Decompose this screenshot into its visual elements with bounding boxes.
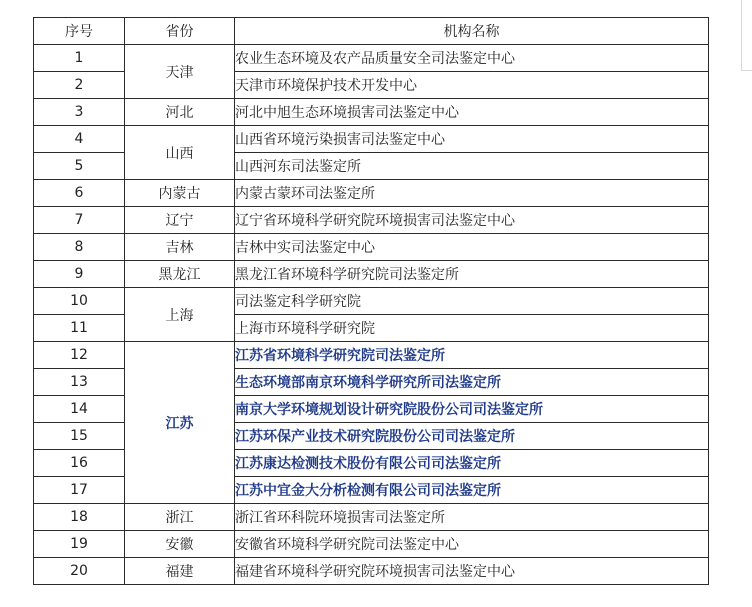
row-number-cell[interactable]: 10 xyxy=(34,288,125,315)
table-row xyxy=(34,234,709,261)
table-row xyxy=(34,558,709,585)
institution-name-cell[interactable]: 江苏中宜金大分析检测有限公司司法鉴定所 xyxy=(235,477,709,504)
header-no[interactable]: 序号 xyxy=(34,18,125,45)
province-cell[interactable]: 黑龙江 xyxy=(125,261,235,288)
institution-name-cell[interactable]: 生态环境部南京环境科学研究所司法鉴定所 xyxy=(235,369,709,396)
row-number-cell[interactable]: 13 xyxy=(34,369,125,396)
table-row xyxy=(34,207,709,234)
table-row xyxy=(34,261,709,288)
province-cell[interactable]: 内蒙古 xyxy=(125,180,235,207)
province-cell[interactable]: 天津 xyxy=(125,45,235,99)
institution-name-cell[interactable]: 吉林中实司法鉴定中心 xyxy=(235,234,709,261)
institution-table xyxy=(33,17,709,585)
table-row xyxy=(34,342,709,369)
institution-name-cell[interactable]: 安徽省环境科学研究院司法鉴定中心 xyxy=(235,531,709,558)
row-number-cell[interactable]: 12 xyxy=(34,342,125,369)
table-body xyxy=(34,45,709,585)
row-number-cell[interactable]: 20 xyxy=(34,558,125,585)
institution-name-cell[interactable]: 山西河东司法鉴定所 xyxy=(235,153,709,180)
row-number-cell[interactable]: 3 xyxy=(34,99,125,126)
row-number-cell[interactable]: 8 xyxy=(34,234,125,261)
header-name[interactable]: 机构名称 xyxy=(235,18,709,45)
row-number-cell[interactable]: 16 xyxy=(34,450,125,477)
table-row xyxy=(34,180,709,207)
row-number-cell[interactable]: 15 xyxy=(34,423,125,450)
province-cell[interactable]: 辽宁 xyxy=(125,207,235,234)
institution-name-cell[interactable]: 福建省环境科学研究院环境损害司法鉴定中心 xyxy=(235,558,709,585)
row-number-cell[interactable]: 2 xyxy=(34,72,125,99)
header-province[interactable]: 省份 xyxy=(125,18,235,45)
row-number-cell[interactable]: 19 xyxy=(34,531,125,558)
province-cell[interactable]: 山西 xyxy=(125,126,235,180)
province-cell[interactable]: 上海 xyxy=(125,288,235,342)
institution-name-cell[interactable]: 江苏省环境科学研究院司法鉴定所 xyxy=(235,342,709,369)
row-number-cell[interactable]: 11 xyxy=(34,315,125,342)
row-number-cell[interactable]: 1 xyxy=(34,45,125,72)
institution-name-cell[interactable]: 内蒙古蒙环司法鉴定所 xyxy=(235,180,709,207)
row-number-cell[interactable]: 6 xyxy=(34,180,125,207)
institution-name-cell[interactable]: 黑龙江省环境科学研究院司法鉴定所 xyxy=(235,261,709,288)
row-number-cell[interactable]: 5 xyxy=(34,153,125,180)
province-cell[interactable]: 安徽 xyxy=(125,531,235,558)
header-row xyxy=(34,18,709,45)
institution-name-cell[interactable]: 南京大学环境规划设计研究院股份公司司法鉴定所 xyxy=(235,396,709,423)
row-number-cell[interactable]: 7 xyxy=(34,207,125,234)
institution-name-cell[interactable]: 江苏环保产业技术研究院股份公司司法鉴定所 xyxy=(235,423,709,450)
table-row xyxy=(34,504,709,531)
institution-name-cell[interactable]: 司法鉴定科学研究院 xyxy=(235,288,709,315)
province-cell[interactable]: 河北 xyxy=(125,99,235,126)
institution-name-cell[interactable]: 上海市环境科学研究院 xyxy=(235,315,709,342)
institution-name-cell[interactable]: 农业生态环境及农产品质量安全司法鉴定中心 xyxy=(235,45,709,72)
table-row xyxy=(34,45,709,72)
province-cell[interactable]: 福建 xyxy=(125,558,235,585)
table-row xyxy=(34,126,709,153)
window-edge xyxy=(741,0,742,70)
institution-name-cell[interactable]: 江苏康达检测技术股份有限公司司法鉴定所 xyxy=(235,450,709,477)
row-number-cell[interactable]: 4 xyxy=(34,126,125,153)
institution-name-cell[interactable]: 山西省环境污染损害司法鉴定中心 xyxy=(235,126,709,153)
institution-name-cell[interactable]: 河北中旭生态环境损害司法鉴定中心 xyxy=(235,99,709,126)
institution-name-cell[interactable]: 浙江省环科院环境损害司法鉴定所 xyxy=(235,504,709,531)
province-cell[interactable]: 吉林 xyxy=(125,234,235,261)
table-row xyxy=(34,99,709,126)
row-number-cell[interactable]: 14 xyxy=(34,396,125,423)
province-cell[interactable]: 浙江 xyxy=(125,504,235,531)
window-edge-corner xyxy=(741,70,752,71)
institution-name-cell[interactable]: 天津市环境保护技术开发中心 xyxy=(235,72,709,99)
table-row xyxy=(34,288,709,315)
row-number-cell[interactable]: 17 xyxy=(34,477,125,504)
institution-name-cell[interactable]: 辽宁省环境科学研究院环境损害司法鉴定中心 xyxy=(235,207,709,234)
table-row xyxy=(34,531,709,558)
row-number-cell[interactable]: 18 xyxy=(34,504,125,531)
row-number-cell[interactable]: 9 xyxy=(34,261,125,288)
province-cell[interactable]: 江苏 xyxy=(125,342,235,504)
